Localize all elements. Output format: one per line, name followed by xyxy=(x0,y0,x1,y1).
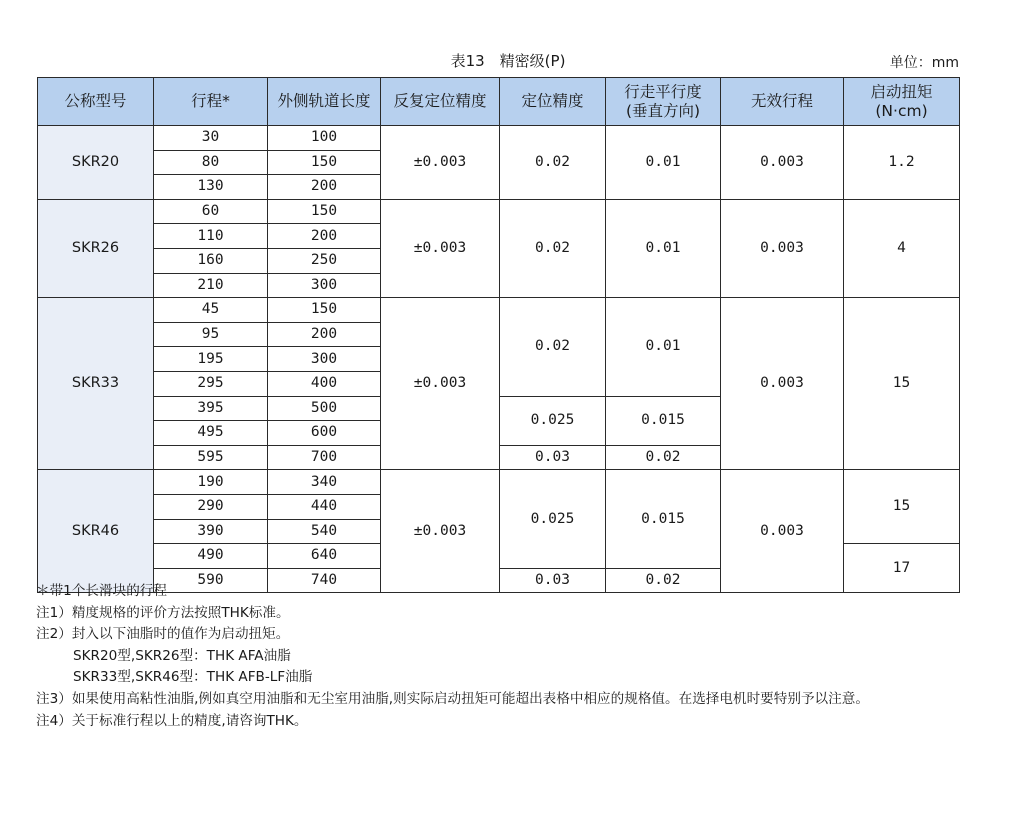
repeatability-cell: ±0.003 xyxy=(381,298,500,470)
header-rail-length: 外侧轨道长度 xyxy=(268,78,381,126)
repeatability-cell: ±0.003 xyxy=(381,199,500,297)
precision-table xyxy=(37,77,960,593)
header-repeatability: 反复定位精度 xyxy=(381,78,500,126)
torque-cell: 1.2 xyxy=(844,126,960,200)
parallelism-cell: 0.01 xyxy=(606,126,721,200)
positioning-cell: 0.02 xyxy=(500,126,606,200)
model-cell: SKR20 xyxy=(38,126,154,200)
rail-length-cell: 250 xyxy=(268,248,381,273)
rail-length-cell: 200 xyxy=(268,175,381,200)
table-row xyxy=(38,199,960,224)
footnote-2-grease-b: SKR33型,SKR46型：THK AFB-LF油脂 xyxy=(73,669,313,686)
footnote-asterisk: ＊带1个长滑块的行程 xyxy=(36,583,167,599)
repeatability-cell: ±0.003 xyxy=(381,470,500,593)
rail-length-cell: 440 xyxy=(268,494,381,519)
stroke-cell: 190 xyxy=(154,470,268,495)
rail-length-cell: 150 xyxy=(268,199,381,224)
footnotes xyxy=(36,581,976,732)
positioning-cell: 0.02 xyxy=(500,199,606,297)
stroke-cell: 195 xyxy=(154,347,268,372)
stroke-cell: 95 xyxy=(154,322,268,347)
stroke-cell: 110 xyxy=(154,224,268,249)
stroke-cell: 490 xyxy=(154,544,268,569)
rail-length-cell: 300 xyxy=(268,347,381,372)
footnote-2: 注2）封入以下油脂时的值作为启动扭矩。 xyxy=(36,626,290,643)
stroke-cell: 390 xyxy=(154,519,268,544)
model-cell: SKR46 xyxy=(38,470,154,593)
header-parallelism: 行走平行度 (垂直方向) xyxy=(606,78,721,126)
rail-length-cell: 100 xyxy=(268,126,381,151)
stroke-cell: 395 xyxy=(154,396,268,421)
dead-stroke-cell: 0.003 xyxy=(721,298,844,470)
rail-length-cell: 200 xyxy=(268,322,381,347)
positioning-cell: 0.025 xyxy=(500,470,606,568)
torque-cell: 17 xyxy=(844,544,960,593)
stroke-cell: 295 xyxy=(154,371,268,396)
rail-length-cell: 740 xyxy=(268,568,381,593)
rail-length-cell: 200 xyxy=(268,224,381,249)
stroke-cell: 80 xyxy=(154,150,268,175)
parallelism-cell: 0.015 xyxy=(606,470,721,568)
dead-stroke-cell: 0.003 xyxy=(721,126,844,200)
rail-length-cell: 150 xyxy=(268,150,381,175)
rail-length-cell: 540 xyxy=(268,519,381,544)
repeatability-cell: ±0.003 xyxy=(381,126,500,200)
stroke-cell: 595 xyxy=(154,445,268,470)
header-dead-stroke: 无效行程 xyxy=(721,78,844,126)
footnote-1: 注1）精度规格的评价方法按照THK标准。 xyxy=(36,604,290,621)
stroke-cell: 30 xyxy=(154,126,268,151)
table-row xyxy=(38,126,960,151)
table-row xyxy=(38,298,960,323)
table-row xyxy=(38,470,960,495)
unit-label: 单位：mm xyxy=(889,55,959,71)
stroke-cell: 210 xyxy=(154,273,268,298)
stroke-cell: 290 xyxy=(154,494,268,519)
torque-cell: 15 xyxy=(844,298,960,470)
rail-length-cell: 640 xyxy=(268,544,381,569)
stroke-cell: 160 xyxy=(154,248,268,273)
positioning-cell: 0.02 xyxy=(500,298,606,396)
table-title: 表13 精密级(P) xyxy=(450,52,566,70)
header-torque: 启动扭矩 (N·cm) xyxy=(844,78,960,126)
torque-cell: 15 xyxy=(844,470,960,544)
model-cell: SKR26 xyxy=(38,199,154,297)
stroke-cell: 60 xyxy=(154,199,268,224)
positioning-cell: 0.03 xyxy=(500,568,606,593)
parallelism-cell: 0.02 xyxy=(606,568,721,593)
stroke-cell: 590 xyxy=(154,568,268,593)
rail-length-cell: 600 xyxy=(268,421,381,446)
header-stroke: 行程* xyxy=(154,78,268,126)
parallelism-cell: 0.02 xyxy=(606,445,721,470)
positioning-cell: 0.03 xyxy=(500,445,606,470)
rail-length-cell: 150 xyxy=(268,298,381,323)
rail-length-cell: 500 xyxy=(268,396,381,421)
rail-length-cell: 400 xyxy=(268,371,381,396)
header-row xyxy=(38,78,960,126)
stroke-cell: 495 xyxy=(154,421,268,446)
model-cell: SKR33 xyxy=(38,298,154,470)
footnote-3: 注3）如果使用高粘性油脂,例如真空用油脂和无尘室用油脂,则实际启动扭矩可能超出表格中相应的规格值。在选择电机时要特别予以注意。 xyxy=(36,690,869,707)
stroke-cell: 45 xyxy=(154,298,268,323)
stroke-cell: 130 xyxy=(154,175,268,200)
positioning-cell: 0.025 xyxy=(500,396,606,445)
rail-length-cell: 700 xyxy=(268,445,381,470)
rail-length-cell: 300 xyxy=(268,273,381,298)
parallelism-cell: 0.01 xyxy=(606,199,721,297)
rail-length-cell: 340 xyxy=(268,470,381,495)
dead-stroke-cell: 0.003 xyxy=(721,470,844,593)
torque-cell: 4 xyxy=(844,199,960,297)
footnote-4: 注4）关于标准行程以上的精度,请咨询THK。 xyxy=(36,712,308,729)
parallelism-cell: 0.01 xyxy=(606,298,721,396)
parallelism-cell: 0.015 xyxy=(606,396,721,445)
header-model: 公称型号 xyxy=(38,78,154,126)
footnote-2-grease-a: SKR20型,SKR26型：THK AFA油脂 xyxy=(73,647,291,664)
header-positioning: 定位精度 xyxy=(500,78,606,126)
dead-stroke-cell: 0.003 xyxy=(721,199,844,297)
